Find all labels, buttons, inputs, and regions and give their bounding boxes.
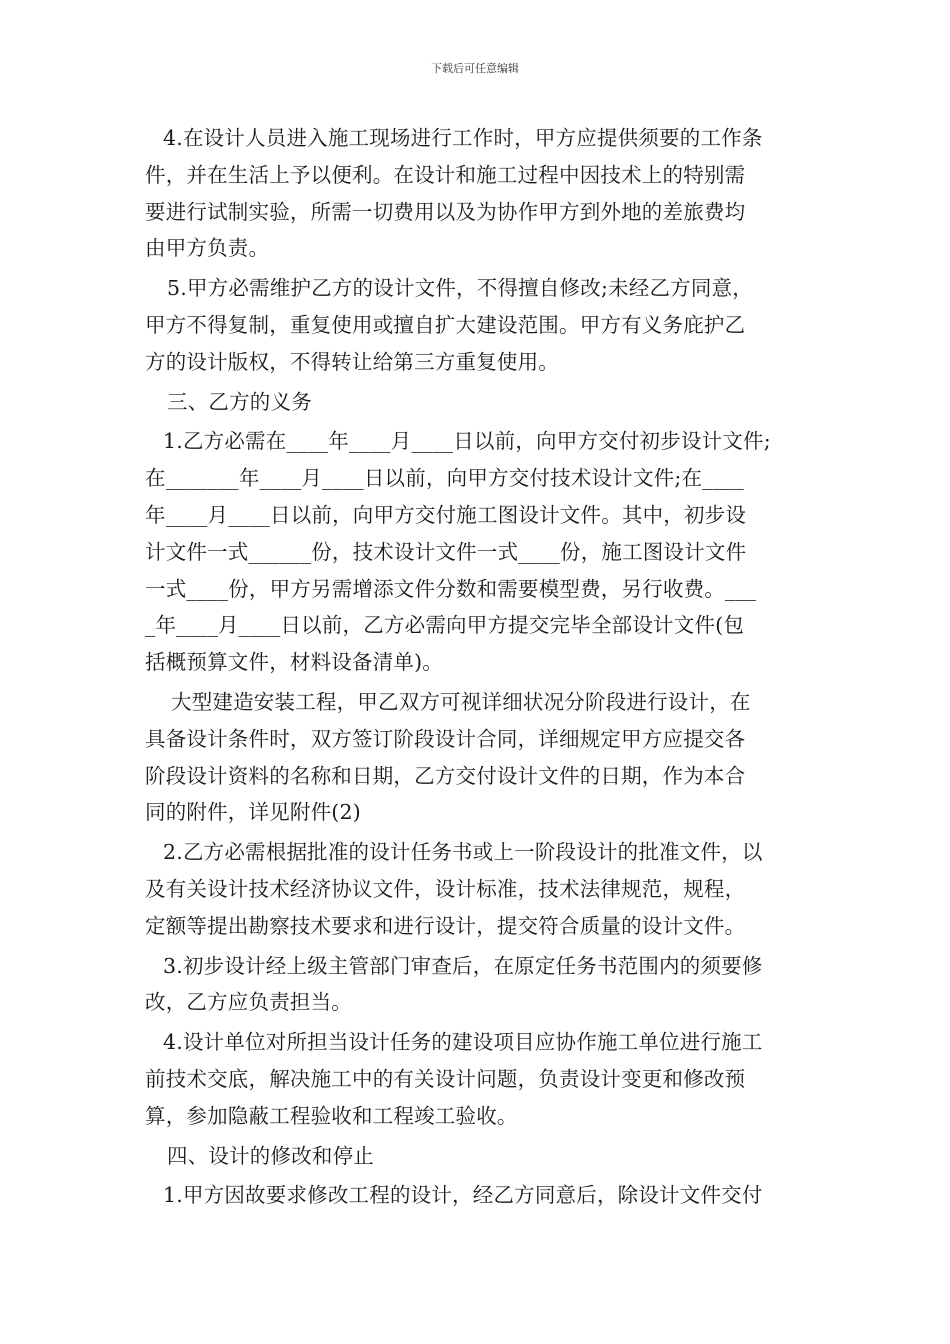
paragraph-clause-4-site-work bbox=[145, 120, 815, 267]
text-line: 一式____份，甲方另需增添文件分数和需要模型费，另行收费。___ bbox=[145, 576, 757, 601]
text-line: 大型建造安装工程，甲乙双方可视详细状况分阶段进行设计，在 bbox=[171, 689, 751, 714]
paragraph-b-clause-1-delivery bbox=[145, 423, 815, 681]
paragraph-b-clause-3-revisions bbox=[145, 948, 815, 1022]
paragraph-changes-clause-1 bbox=[145, 1177, 815, 1214]
text-line: 年____月____日以前，向甲方交付施工图设计文件。其中，初步设 bbox=[145, 502, 747, 527]
text-line: 要进行试制实验，所需一切费用以及为协作甲方到外地的差旅费均 bbox=[145, 199, 746, 224]
text-line: 2.乙方必需根据批准的设计任务书或上一阶段设计的批准文件，以 bbox=[163, 840, 763, 865]
text-line: 阶段设计资料的名称和日期，乙方交付设计文件的日期，作为本合 bbox=[145, 763, 746, 788]
text-line: 5.甲方必需维护乙方的设计文件，不得擅自修改;未经乙方同意， bbox=[167, 276, 753, 301]
text-line: 算，参加隐蔽工程验收和工程竣工验收。 bbox=[145, 1103, 518, 1128]
text-line: 同的附件，详见附件(2) bbox=[145, 800, 361, 825]
text-line: _年____月____日以前，乙方必需向甲方提交完毕全部设计文件(包 bbox=[145, 613, 745, 638]
text-line: 具备设计条件时，双方签订阶段设计合同，详细规定甲方应提交各 bbox=[145, 726, 746, 751]
section-heading-party-b-obligations bbox=[145, 384, 815, 421]
section-heading: 四、设计的修改和停止 bbox=[167, 1143, 374, 1168]
paragraph-large-projects bbox=[145, 684, 815, 831]
section-heading: 三、乙方的义务 bbox=[167, 389, 312, 414]
text-line: 1.甲方因故要求修改工程的设计，经乙方同意后，除设计文件交付 bbox=[163, 1183, 763, 1208]
section-heading-design-changes bbox=[145, 1138, 815, 1175]
text-line: 前技术交底，解决施工中的有关设计问题，负责设计变更和修改预 bbox=[145, 1066, 746, 1091]
text-line: 括概预算文件，材料设备清单)。 bbox=[145, 650, 443, 675]
document-body bbox=[145, 120, 815, 1214]
text-line: 3.初步设计经上级主管部门审查后，在原定任务书范围内的须要修 bbox=[163, 953, 763, 978]
text-line: 4.设计单位对所担当设计任务的建设项目应协作施工单位进行施工 bbox=[163, 1030, 763, 1055]
text-line: 计文件一式______份，技术设计文件一式____份，施工图设计文件 bbox=[145, 539, 747, 564]
text-line: 方的设计版权，不得转让给第三方重复使用。 bbox=[145, 349, 559, 374]
paragraph-clause-5-copyright bbox=[145, 270, 815, 380]
text-line: 1.乙方必需在____年____月____日以前，向甲方交付初步设计文件; bbox=[163, 429, 771, 454]
paragraph-b-clause-2-standards bbox=[145, 834, 815, 944]
text-line: 定额等提出勘察技术要求和进行设计，提交符合质量的设计文件。 bbox=[145, 913, 746, 938]
paragraph-b-clause-4-site-support bbox=[145, 1024, 815, 1134]
page-header: 下载后可任意编辑 bbox=[431, 62, 519, 75]
text-line: 件，并在生活上予以便利。在设计和施工过程中因技术上的特别需 bbox=[145, 162, 746, 187]
text-line: 及有关设计技术经济协议文件，设计标准，技术法律规范，规程， bbox=[145, 876, 746, 901]
text-line: 4.在设计人员进入施工现场进行工作时，甲方应提供须要的工作条 bbox=[163, 126, 763, 150]
text-line: 甲方不得复制，重复使用或擅自扩大建设范围。甲方有义务庇护乙 bbox=[145, 312, 746, 337]
text-line: 由甲方负责。 bbox=[145, 236, 270, 261]
text-line: 改，乙方应负责担当。 bbox=[145, 990, 352, 1015]
text-line: 在_______年____月____日以前，向甲方交付技术设计文件;在____ bbox=[145, 466, 744, 491]
